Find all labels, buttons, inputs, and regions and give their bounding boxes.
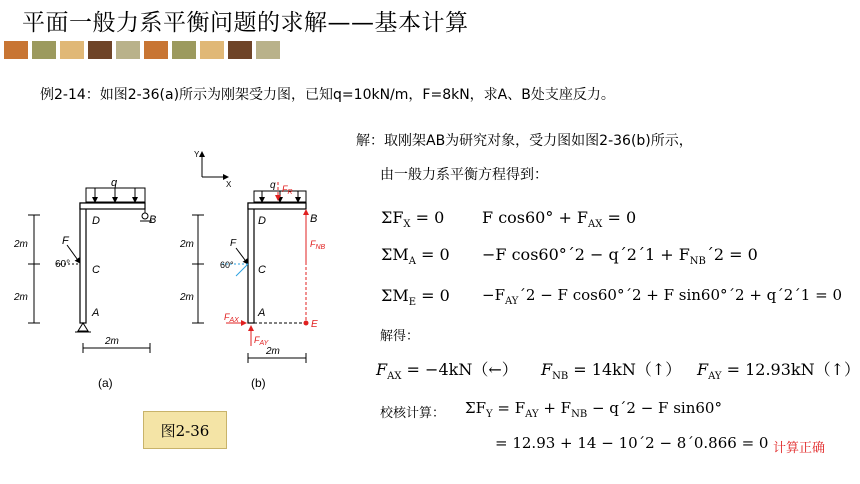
solution-line-2: 由一般力系平衡方程得到：: [380, 167, 548, 183]
decorative-color-strip: [4, 41, 280, 59]
svg-text:2m: 2m: [180, 239, 194, 250]
svg-text:D: D: [92, 215, 100, 227]
equation-3-left: $\Sigma M_E = 0$: [381, 286, 450, 309]
figure-a: [13, 177, 156, 390]
page-title: 平面一般力系平衡问题的求解——基本计算: [22, 10, 469, 36]
color-swatch: [4, 41, 28, 59]
equation-1-right: F $\cos 60^\circ + F_{AX} = 0$: [482, 208, 637, 231]
color-swatch: [32, 41, 56, 59]
svg-text:60°: 60°: [55, 259, 71, 270]
equation-3-right: $-F_{AY}´2 - F$ cos60°´2 + F sin60°´2 + q´2´1 = 0: [482, 286, 842, 307]
svg-text:2m: 2m: [266, 346, 280, 357]
color-swatch: [144, 41, 168, 59]
equation-2-right: −F cos60°´2 − q´2´1 + $F_{NB}´2 = 0$: [482, 245, 758, 268]
svg-text:Y: Y: [194, 150, 200, 159]
check-line-1: $\Sigma F_Y = F_{AY} + F_{NB}$ − q´2 − F sin60°: [465, 399, 722, 420]
color-swatch: [60, 41, 84, 59]
color-swatch: [116, 41, 140, 59]
svg-text:A: A: [258, 307, 266, 319]
svg-text:B: B: [310, 213, 318, 225]
label-figure-a: (a): [98, 376, 113, 390]
figure-b: [179, 150, 326, 390]
frame-diagrams: [0, 140, 340, 400]
color-swatch: [88, 41, 112, 59]
svg-text:60°: 60°: [220, 260, 234, 270]
svg-text:q: q: [270, 180, 276, 191]
svg-text:2m: 2m: [180, 292, 194, 303]
svg-text:B: B: [149, 214, 157, 226]
color-swatch: [256, 41, 280, 59]
svg-text:2m: 2m: [14, 292, 28, 303]
color-swatch: [200, 41, 224, 59]
check-label: 校核计算：: [380, 406, 446, 421]
svg-text:FNB: $F_{NB}$: [310, 239, 326, 251]
svg-text:E: E: [311, 319, 318, 330]
svg-text:A: A: [92, 307, 100, 319]
result-fnb: $F_{NB}$ = 14kN（↑）: [541, 360, 682, 383]
svg-text:C: C: [258, 264, 266, 276]
figure-caption: 图2-36: [143, 411, 227, 449]
problem-statement: 例2-14：如图2-36(a)所示为刚架受力图，已知q=10kN/m，F=8kN，求A、B处支座反力。: [40, 87, 615, 103]
equation-2-left: $\Sigma M_A = 0$: [381, 245, 450, 268]
svg-text:C: C: [92, 264, 100, 276]
color-swatch: [228, 41, 252, 59]
frame-a-beam: [80, 203, 145, 209]
label-a-q: q: [111, 177, 118, 189]
result-fay: $F_{AY}$ = 12.93kN（↑）: [697, 360, 860, 383]
equation-1-left: $\Sigma F_X = 0$: [381, 208, 445, 231]
svg-text:FAX: $F_{AX}$: [224, 312, 239, 324]
check-verdict: 计算正确: [773, 441, 826, 456]
svg-text:2m: 2m: [105, 336, 119, 347]
svg-text:FAY: $F_{AY}$: [254, 335, 269, 347]
svg-text:2m: 2m: [14, 239, 28, 250]
solution-line-1: 解：取刚架AB为研究对象，受力图如图2-36(b)所示，: [356, 133, 693, 149]
svg-text:F: F: [62, 235, 69, 247]
solve-label: 解得：: [380, 329, 420, 344]
color-swatch: [172, 41, 196, 59]
frame-a-column: [80, 203, 86, 323]
svg-text:D: D: [258, 215, 266, 227]
svg-text:FR: $F_R$: [282, 184, 293, 196]
svg-text:X: X: [226, 180, 232, 189]
result-fax: $F_{AX}$ = −4kN（←）: [376, 360, 518, 383]
svg-text:F: F: [230, 238, 237, 249]
check-line-2: = 12.93 + 14 − 10´2 − 8´0.866 = 0: [495, 434, 769, 452]
label-figure-b: (b): [251, 376, 266, 390]
